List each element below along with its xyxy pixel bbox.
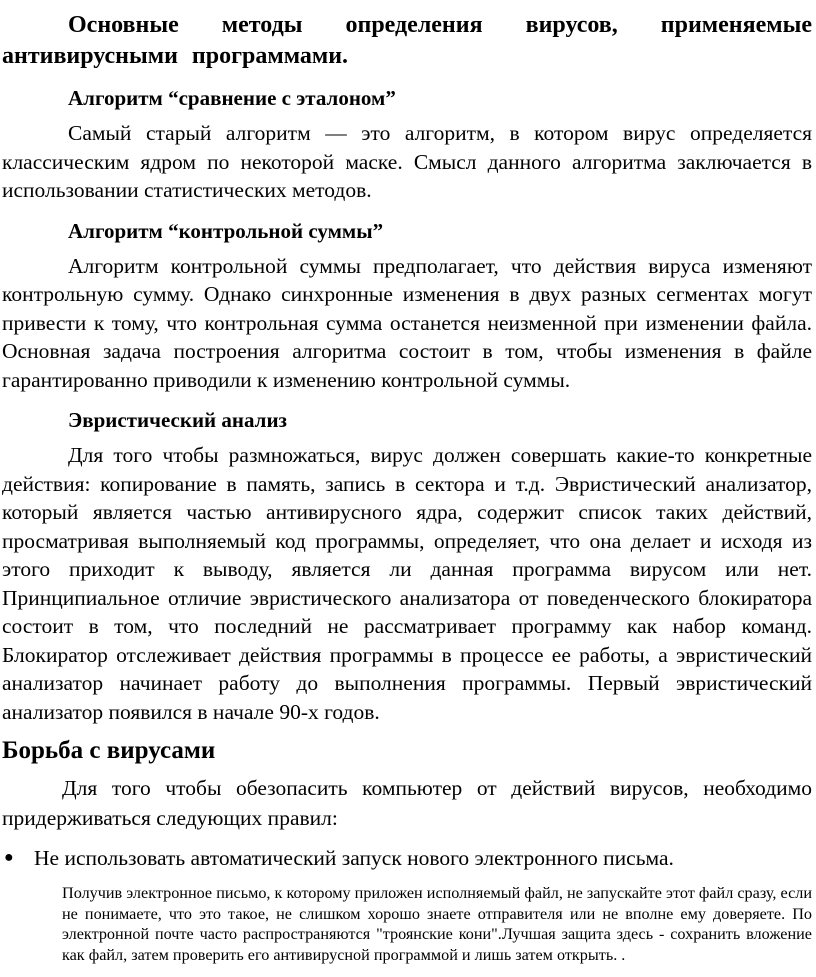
section-heading-checksum: Алгоритм “контрольной суммы” bbox=[68, 218, 384, 243]
fight-heading: Борьба с вирусами bbox=[2, 737, 216, 764]
section-text-heuristic: Для того чтобы размножаться, вирус должен совершать какие-то конкретные действия: копирование в память, запись в сектора и т.д. Эвристический анализатор, который является частью антивирусного ядра, содержит список таких действий, просматривая выполняемый код программы, определяет, что она делает и исходя из этого приходит к выводу, является ли данная программа вирусом или нет. Принципиальное отличие эвристического анализатора от поведенческого блокиратора состоит в том, что последний не рассматривает программу как набор команд. Блокиратор отслеживает действия программы в процессе ее работы, а эвристический анализатор начинает работу до выполнения программы. Первый эвристический анализатор появился в начале 90-х годов. bbox=[2, 443, 812, 724]
page-title: Основные методы определения вирусов, применяемые антивирусными программами. bbox=[2, 12, 812, 69]
section-heading-etalon: Алгоритм “сравнение с эталоном” bbox=[68, 86, 396, 110]
section-text-checksum: Алгоритм контрольной суммы предполагает, что действия вируса изменяют контрольную сумму. Однако синхронные изменения в двух разных сегментах могут привести к тому, что контрольная сумма останется неизменной при изменении файла. Основная задача построения алгоритма состоит в том, чтобы изменения в файле гарантированно приводили к изменению контрольной суммы. bbox=[2, 253, 812, 392]
rule-text: Не использовать автоматический запуск нового электронного письма. bbox=[34, 846, 674, 870]
section-heading-heuristic: Эвристический анализ bbox=[68, 408, 287, 432]
document-page bbox=[2, 0, 812, 965]
fight-intro: Для того чтобы обезопасить компьютер от действий вирусов, необходимо придерживаться следующих правил: bbox=[2, 776, 812, 830]
rule-note: Получив электронное письмо, к которому приложен исполняемый файл, не запускайте этот файл сразу, если не понимаете, что это такое, не слишком хорошо знаете отправителя или не вполне ему доверяете. По электронной почте часто распространяются "троянские кони".Лучшая защита здесь - сохранить вложение как файл, затем проверить его антивирусной программой и лишь затем открыть. . bbox=[62, 884, 812, 964]
rule-list-item bbox=[2, 843, 812, 873]
section-text-etalon: Самый старый алгоритм — это алгоритм, в котором вирус определяется классическим ядром по некоторой маске. Смысл данного алгоритма заключается в использовании статистических методов. bbox=[2, 121, 812, 202]
bullet-icon: ● bbox=[4, 849, 14, 866]
